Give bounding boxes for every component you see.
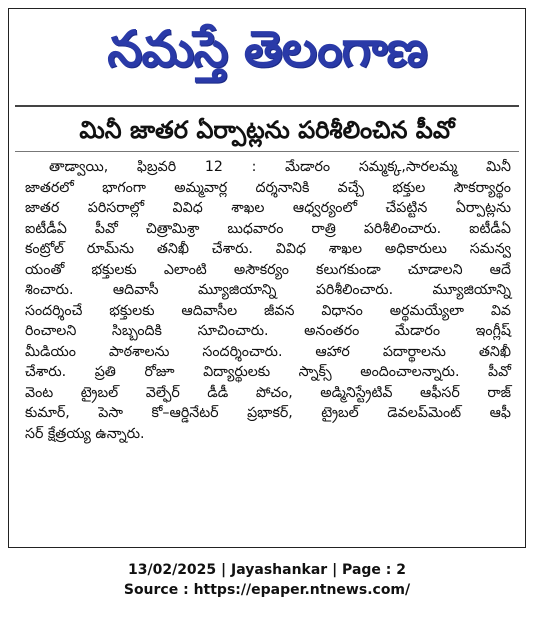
masthead-logo: నమస్తే తెలంగాణ [107, 19, 427, 78]
article-line: రించాలని సిబ్బందికి సూచించారు. అనంతరం మేడారం ఇంగ్లీష్ [25, 323, 511, 339]
article-line: ఐటీడీఏ పీవో చిత్రామిశ్రా బుధవారం రాత్రి పరిశీలించారు. ఐటీడీఏ [25, 220, 511, 237]
article-line: శించారు. ఆదివాసీ మ్యూజియాన్ని పరిశీలించారు. మ్యూజియాన్ని [25, 282, 511, 298]
masthead [9, 15, 525, 95]
article-line: యంతో భక్తులకు ఎలాంటి అసౌకర్యం కలుగకుండా చూడాలని ఆదే [25, 261, 511, 278]
article-headline: మినీ జాతర ఏర్పాట్లను పరిశీలించిన పీవో [79, 116, 455, 144]
article-line: సర్ క్షేత్రయ్య ఉన్నారు. [25, 425, 145, 442]
article-line: కంట్రోల్ రూమ్‌ను తనిఖీ చేశారు. వివిధ శాఖల అధికారులు సమన్వ [25, 241, 511, 257]
article-line: జాతర పరిసరాల్లో వివిధ శాఖల ఆధ్వర్యంలో చేపట్టిన ఏర్పాట్లను [25, 200, 511, 216]
article-body [25, 157, 511, 444]
article-line: కుమార్, పెసా కో–ఆర్డినేటర్ ప్రభాకర్, ట్రైబల్ డెవలప్‌మెంట్ ఆఫీ [25, 405, 511, 421]
article-line: వెంట ట్రైబల్ వెల్ఫేర్ డీడీ పోచం, అడ్మినిస్ట్రేటివ్ ఆఫీసర్ రాజ్ [25, 384, 511, 401]
article-line: సందర్శించే భక్తులకు ఆదివాసీల జీవన విధానం అర్థమయ్యేలా వివ [25, 302, 511, 319]
article-line: మీడియం పాఠశాలను సందర్శించారు. ఆహార పదార్థాలను తనిఖీ [25, 343, 511, 360]
article-clipping [8, 8, 526, 548]
article-line: చేశారు. ప్రతి రోజూ విద్యార్థులకు స్నాక్స్ అందించాలన్నారు. పీవో [25, 364, 511, 380]
article-paragraph [25, 157, 511, 444]
article-line: తాడ్వాయి, ఫిబ్రవరి 12 : మేడారం సమ్మక్క,సారలమ్మ మినీ [49, 159, 511, 175]
divider-top [15, 105, 519, 107]
footer-source-line: Source : https://epaper.ntnews.com/ [123, 582, 411, 598]
article-line: జాతరలో భాగంగా అమ్మవార్ల దర్శనానికి వచ్చే భక్తుల సౌకర్యార్థం [25, 179, 511, 196]
footer-date-line: 13/02/2025 | Jayashankar | Page : 2 [128, 562, 406, 578]
divider-headline [15, 151, 519, 152]
